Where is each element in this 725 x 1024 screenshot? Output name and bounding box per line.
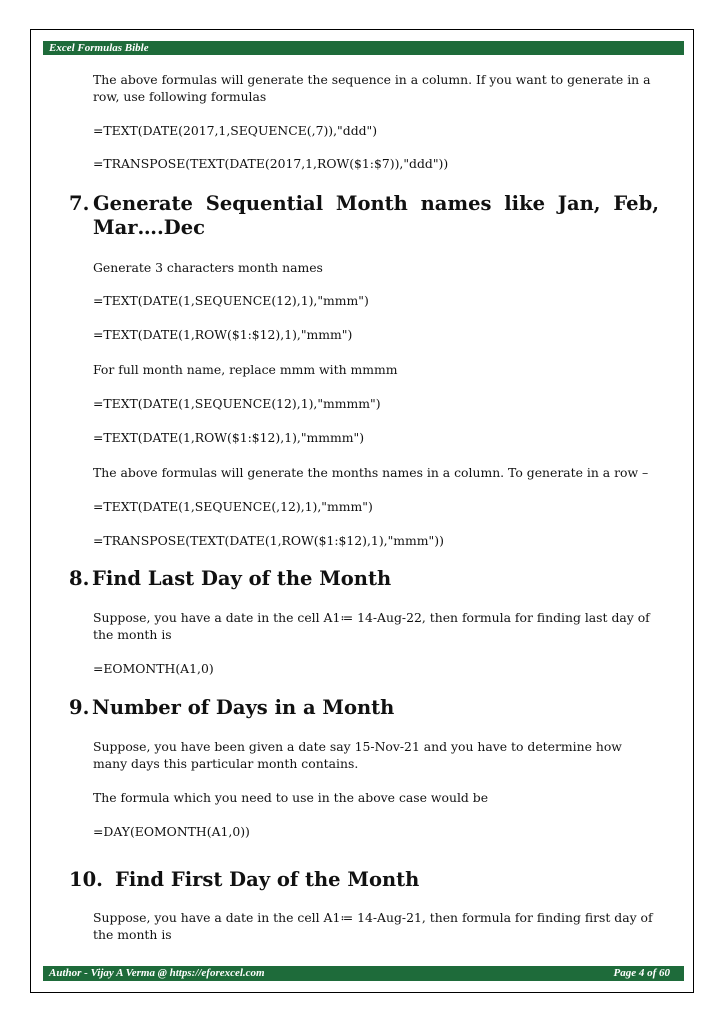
section-10-heading: [69, 868, 659, 892]
formula-eomonth: =EOMONTH(A1,0): [93, 661, 214, 676]
section-9-title: Number of Days in a Month: [92, 696, 395, 719]
section-8-paragraph: Suppose, you have a date in the cell A1≔ 14-Aug-22, then formula for finding last day of the month is: [93, 610, 650, 642]
section-7-title-line2: Mar….Dec: [93, 216, 205, 239]
section-7-number: 7.: [69, 192, 90, 215]
formula-transpose-ddd: =TRANSPOSE(TEXT(DATE(2017,1,ROW($1:$7)),"ddd")): [93, 156, 449, 171]
section-10-paragraph: Suppose, you have a date in the cell A1≔ 14-Aug-21, then formula for finding first day of the month is: [93, 910, 653, 942]
footer-band: [43, 966, 684, 981]
formula-sequence-mmm: =TEXT(DATE(1,SEQUENCE(12),1),"mmm"): [93, 293, 369, 308]
section-7-heading: [69, 192, 659, 240]
header-band: [43, 41, 684, 55]
section-8-heading: [69, 567, 659, 591]
intro-paragraph: The above formulas will generate the sequence in a column. If you want to generate in a row, use following formulas: [93, 72, 651, 104]
section-7-paragraph-1: Generate 3 characters month names: [93, 260, 323, 275]
section-9-paragraph-2: The formula which you need to use in the above case would be: [93, 790, 489, 805]
section-9-heading: [69, 696, 659, 720]
section-8-title: Find Last Day of the Month: [92, 567, 392, 590]
section-9-number: 9.: [69, 696, 90, 719]
section-9-paragraph-1: Suppose, you have been given a date say 15-Nov-21 and you have to determine how many days this particular month contains.: [93, 739, 622, 771]
formula-row-mmmm: =TEXT(DATE(1,ROW($1:$12),1),"mmmm"): [93, 430, 365, 445]
section-7-paragraph-3: The above formulas will generate the months names in a column. To generate in a row –: [93, 465, 649, 480]
formula-text-sequence-ddd: =TEXT(DATE(2017,1,SEQUENCE(,7)),"ddd"): [93, 123, 378, 138]
formula-row-mmm: =TEXT(DATE(1,ROW($1:$12),1),"mmm"): [93, 327, 353, 342]
formula-sequence-mmmm: =TEXT(DATE(1,SEQUENCE(12),1),"mmmm"): [93, 396, 381, 411]
document-title: Excel Formulas Bible: [49, 42, 149, 54]
formula-transpose-mmm: =TRANSPOSE(TEXT(DATE(1,ROW($1:$12),1),"mmm")): [93, 533, 444, 548]
formula-sequence-row-mmm: =TEXT(DATE(1,SEQUENCE(,12),1),"mmm"): [93, 499, 373, 514]
section-8-number: 8.: [69, 567, 90, 590]
formula-day-eomonth: =DAY(EOMONTH(A1,0)): [93, 824, 250, 839]
section-7-title-line1: Generate Sequential Month names like Jan, Feb,: [93, 192, 659, 215]
section-10-number: 10.: [69, 868, 103, 891]
section-7-paragraph-2: For full month name, replace mmm with mmmm: [93, 362, 398, 377]
footer-author: Author - Vijay A Verma @ https://eforexcel.com: [49, 967, 265, 979]
section-10-title: Find First Day of the Month: [115, 868, 420, 891]
footer-page-number: Page 4 of 60: [613, 967, 670, 979]
